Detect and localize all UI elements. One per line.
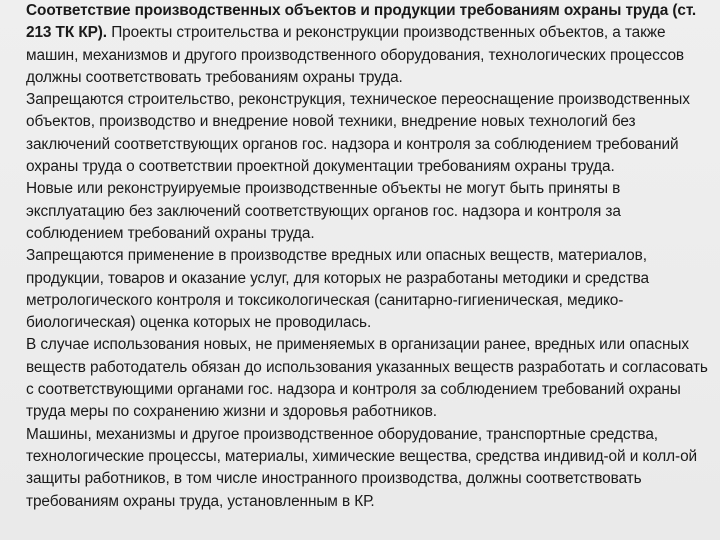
paragraph-5: В случае использования новых, не применяемых в организации ранее, вредных или опасных веществ работодатель обязан до использования указанных веществ разработать и согласовать с соответствующими органами гос. надзора и контроля за соблюдением требований охраны труда меры по сохранению жизни и здоровья работников.: [26, 336, 708, 421]
paragraph-2: Запрещаются строительство, реконструкция, техническое переоснащение производственных объектов, производство и внедрение новой техники, внедрение новых технологий без заключений соответствующих органов гос. надзора и контроля за соблюдением требований охраны труда о соответствии проектной документации требованиям охраны труда.: [26, 91, 690, 176]
paragraph-1: [26, 0, 708, 89]
document-title: Соответствие производственных объектов и продукции требованиям охраны труда (ст. 213 ТК КР).: [26, 2, 697, 42]
paragraph-1-text: Проекты строительства и реконструкции производственных объектов, а также машин, механизмов и другого производственного оборудования, технологических процессов должны соответствовать требованиям охраны труда.: [26, 24, 684, 86]
paragraph-4: Запрещаются применение в производстве вредных или опасных веществ, материалов, продукции, товаров и оказание услуг, для которых не разработаны методики и средства метрологического контроля и токсикологическая (санитарно-гигиеническая, медико-биологическая) оценка которых не проводилась.: [26, 247, 650, 332]
document-body: [26, 0, 708, 513]
paragraph-3: Новые или реконструируемые производственные объекты не могут быть приняты в эксплуатацию без заключений соответствующих органов гос. надзора и контроля за соблюдением требований охраны труда.: [26, 180, 621, 242]
paragraph-6: Машины, механизмы и другое производственное оборудование, транспортные средства, технологические процессы, материалы, химические вещества, средства индивид-ой и колл-ой защиты работников, в том числе иностранного производства, должны соответствовать требованиям охраны труда, установленным в КР.: [26, 425, 698, 510]
